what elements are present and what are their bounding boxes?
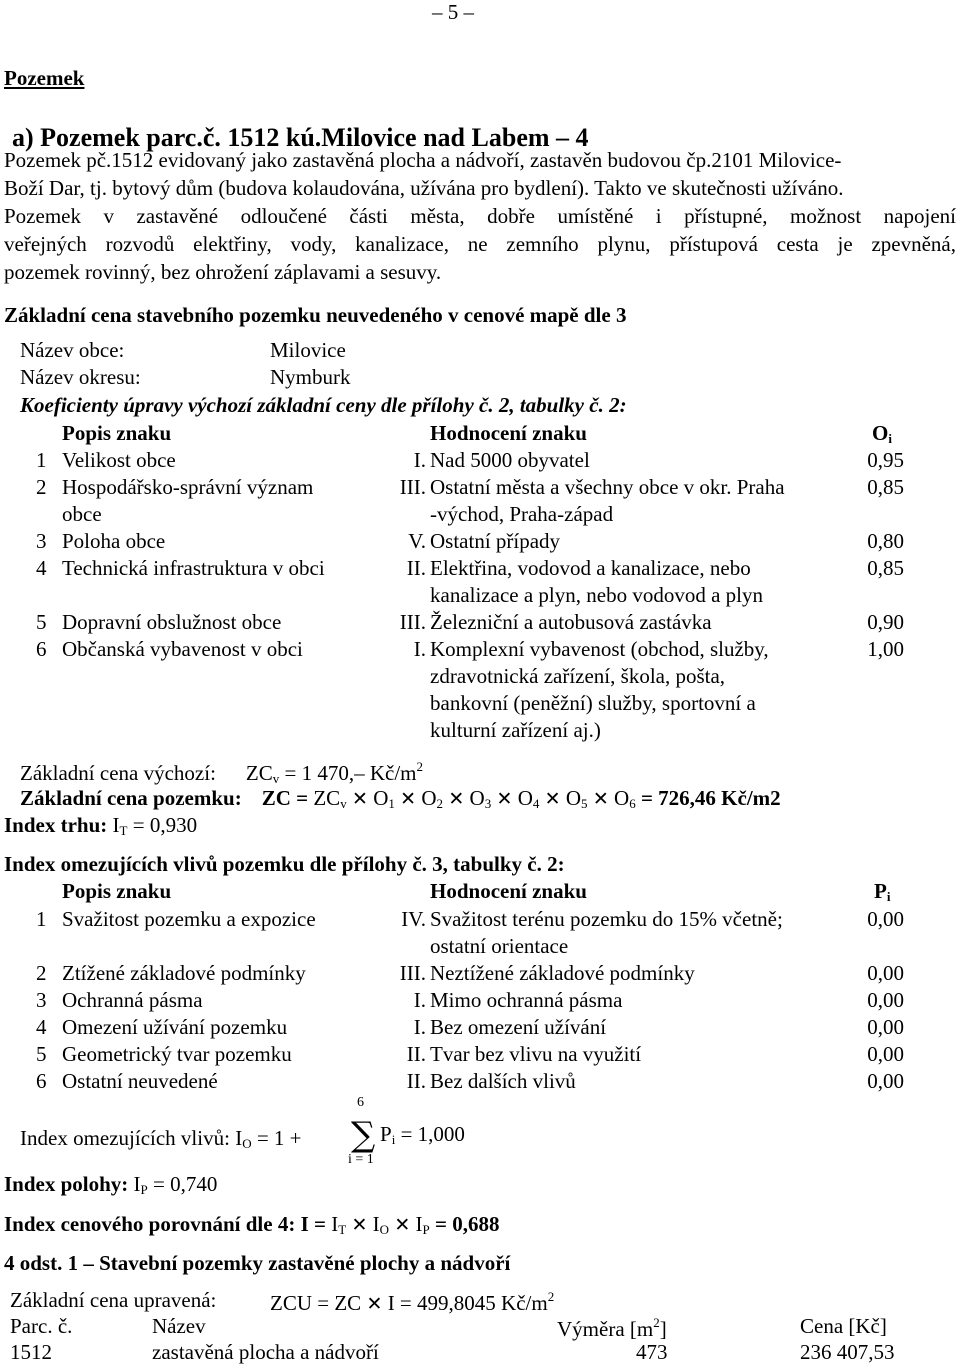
parcel-header-parc: Parc. č. <box>10 1314 73 1338</box>
limit-row-roman: I. <box>413 988 426 1012</box>
coef-row-roman: I. <box>413 448 426 472</box>
factor-subscript: 2 <box>436 796 444 811</box>
times-icon: ✕ <box>448 789 465 810</box>
times-icon: ✕ <box>394 1215 411 1236</box>
factor-subscript: 4 <box>532 796 540 811</box>
times-icon: ✕ <box>592 789 609 810</box>
parcel-header-name: Název <box>152 1314 206 1338</box>
times-icon: ✕ <box>496 789 513 810</box>
limit-row-sign: Omezení užívání pozemku <box>62 1015 288 1039</box>
factor-symbol: O <box>421 786 437 810</box>
times-icon: ✕ <box>351 1215 368 1236</box>
district-label: Název okresu: <box>20 365 141 389</box>
description-line: Pozemek v zastavěné odloučené části města, dobře umístěné i přístupné, možnost napojení <box>4 204 956 228</box>
coef-row-rating: Komplexní vybavenost (obchod, služby, <box>430 637 769 661</box>
zcu-formula: ZCU = ZC ✕ I = 499,8045 $Kč/m^2$ <box>270 1289 555 1315</box>
coef-row-rating: Železniční a autobusová zastávka <box>430 610 712 634</box>
sec4-heading: 4 odst. 1 – Stavební pozemky zastavěné plochy a nádvoří <box>4 1251 511 1275</box>
limit-row-sign: Svažitost pozemku a expozice <box>62 907 316 931</box>
description-line: Pozemek pč.1512 evidovaný jako zastavěná plocha a nádvoří, zastavěn budovou čp.2101 Milovice- <box>4 148 842 172</box>
coef-header-rating: Hodnocení znaku <box>430 421 587 445</box>
io-line: Index omezujících vlivů: $I_O = 1$ + <box>20 1126 302 1151</box>
limit-row-roman: I. <box>413 1015 426 1039</box>
sum-bottom: i = 1 <box>348 1152 374 1167</box>
coef-row-rating: bankovní (peněžní) služby, sportovní a <box>430 691 756 715</box>
limit-row-rating: Svažitost terénu pozemku do 15% včetně; <box>430 907 783 931</box>
io-term: $P_i = 1,000$ <box>380 1122 465 1147</box>
limit-row-value: 0,00 <box>867 1015 904 1039</box>
limit-row-rating: Mimo ochranná pásma <box>430 988 623 1012</box>
coef-row-rating: kanalizace a plyn, nebo vodovod a plyn <box>430 583 763 607</box>
coef-row-value: 0,85 <box>867 556 904 580</box>
factor-subscript: 5 <box>581 796 588 811</box>
section-title: Pozemek <box>4 66 85 90</box>
limit-row-num: 2 <box>36 961 47 985</box>
description-line: pozemek rovinný, bez ohrožení záplavami a sesuvy. <box>4 260 442 284</box>
base-price-heading: Základní cena stavebního pozemku neuvedeného v cenové mapě dle 3 <box>4 303 627 327</box>
parcel-header-area: Výměra $[m^2]$ <box>557 1315 667 1341</box>
coef-row-roman: V. <box>408 529 426 553</box>
parcel-cell-price: 236 407,53 <box>800 1340 895 1364</box>
limit-row-num: 1 <box>36 907 47 931</box>
coef-row-num: 1 <box>36 448 47 472</box>
times-icon: ✕ <box>400 789 417 810</box>
parcel-cell-name: zastavěná plocha a nádvoří <box>152 1340 379 1364</box>
parcel-cell-area: 473 <box>636 1340 668 1364</box>
market-index-line: Index trhu: $I_T = 0,930$ <box>4 813 198 838</box>
coef-row-sign: Občanská vybavenost v obci <box>62 637 303 661</box>
limit-row-value: 0,00 <box>867 1042 904 1066</box>
factor-symbol: O <box>373 786 389 810</box>
limit-row-roman: III. <box>399 961 426 985</box>
limit-row-rating: Bez omezení užívání <box>430 1015 607 1039</box>
coef-heading: Koeficienty úpravy výchozí základní ceny dle přílohy č. 2, tabulky č. 2: <box>20 393 627 417</box>
factor-subscript: 1 <box>388 796 395 811</box>
limit-heading: Index omezujících vlivů pozemku dle přílohy č. 3, tabulky č. 2: <box>4 852 565 876</box>
limit-row-num: 6 <box>36 1069 47 1093</box>
coef-row-roman: II. <box>406 556 426 580</box>
limit-row-rating: Bez dalších vlivů <box>430 1069 576 1093</box>
coef-row-rating: Elektřina, vodovod a kanalizace, nebo <box>430 556 751 580</box>
limit-row-sign: Ochranná pásma <box>62 988 203 1012</box>
limit-row-sign: Ztížené základové podmínky <box>62 961 306 985</box>
coef-row-value: 0,85 <box>867 475 904 499</box>
limit-row-rating: ostatní orientace <box>430 934 569 958</box>
factor-symbol: O <box>469 786 485 810</box>
coef-row-rating: Nad 5000 obyvatel <box>430 448 590 472</box>
coef-row-value: 0,80 <box>867 529 904 553</box>
coef-row-rating: kulturní zařízení aj.) <box>430 718 601 742</box>
limit-row-roman: II. <box>406 1042 426 1066</box>
coef-row-rating: zdravotnická zařízení, škola, pošta, <box>430 664 726 688</box>
sum-top: 6 <box>357 1095 364 1110</box>
coef-row-rating: -východ, Praha-západ <box>430 502 614 526</box>
coef-row-value: 0,90 <box>867 610 904 634</box>
limit-row-sign: Ostatní neuvedené <box>62 1069 218 1093</box>
limit-row-roman: II. <box>406 1069 426 1093</box>
coef-row-num: 4 <box>36 556 47 580</box>
municipality-value: Milovice <box>270 338 346 362</box>
zcv-line: Základní cena výchozí: $ZC_v = 1$ 470,– $Kč/m^2$ <box>20 759 424 786</box>
limit-row-num: 5 <box>36 1042 47 1066</box>
district-value: Nymburk <box>270 365 351 389</box>
zc-line: Základní cena pozemku: ZC = $ZC_v$ ✕ $O_1$ ✕ $O_2$ ✕ $O_3$ ✕ $O_4$ ✕ $O_5$ ✕ $O_6 = 726,46$ Kč/m2 <box>20 786 781 811</box>
factor-subscript: 6 <box>629 796 636 811</box>
limit-row-value: 0,00 <box>867 907 904 931</box>
page-number: – 5 – <box>432 0 474 24</box>
coef-header-sign: Popis znaku <box>62 421 172 445</box>
limit-header-rating: Hodnocení znaku <box>430 879 587 903</box>
limit-header-sign: Popis znaku <box>62 879 172 903</box>
coef-row-sign: Poloha obce <box>62 529 166 553</box>
limit-row-sign: Geometrický tvar pozemku <box>62 1042 292 1066</box>
times-icon: ✕ <box>544 789 561 810</box>
limit-row-num: 3 <box>36 988 47 1012</box>
sum-sign-icon: ∑ <box>351 1115 376 1155</box>
subsection-title: a) Pozemek parc.č. 1512 kú.Milovice nad Labem – 4 <box>12 123 589 152</box>
coef-row-value: 1,00 <box>867 637 904 661</box>
limit-header-value: $P_i$ <box>874 879 891 904</box>
coef-row-rating: Ostatní případy <box>430 529 561 553</box>
coef-row-num: 5 <box>36 610 47 634</box>
description-line: veřejných rozvodů elektřiny, vody, kanalizace, ne zemního plynu, přístupová cesta je zpevněná, <box>4 232 956 256</box>
limit-row-value: 0,00 <box>867 961 904 985</box>
limit-row-value: 0,00 <box>867 988 904 1012</box>
factor-subscript: 3 <box>484 796 492 811</box>
coef-row-num: 6 <box>36 637 47 661</box>
coef-row-sign: Velikost obce <box>62 448 176 472</box>
limit-row-rating: Neztížené základové podmínky <box>430 961 695 985</box>
zcu-label: Základní cena upravená: <box>10 1288 217 1312</box>
parcel-cell-parc: 1512 <box>10 1340 52 1364</box>
icp-line: Index cenového porovnání dle 4: $I = I_T$ ✕ $I_O$ ✕ $I_P = 0,688$ <box>4 1212 500 1237</box>
coef-row-roman: I. <box>413 637 426 661</box>
coef-row-sign: Technická infrastruktura v obci <box>62 556 325 580</box>
limit-row-value: 0,00 <box>867 1069 904 1093</box>
municipality-label: Název obce: <box>20 338 125 362</box>
coef-row-num: 3 <box>36 529 47 553</box>
parcel-header-price: Cena [Kč] <box>800 1314 887 1338</box>
times-icon: ✕ <box>351 789 368 810</box>
coef-row-num: 2 <box>36 475 47 499</box>
coef-header-value: $O_i$ <box>872 421 892 446</box>
coef-row-roman: III. <box>399 475 426 499</box>
description-line: Boží Dar, tj. bytový dům (budova kolaudována, užívána pro bydlení). Takto ve skutečnosti užíváno. <box>4 176 844 200</box>
times-icon: ✕ <box>366 1294 383 1315</box>
coef-row-sign: obce <box>62 502 102 526</box>
coef-row-rating: Ostatní města a všechny obce v okr. Praha <box>430 475 785 499</box>
factor-symbol: O <box>517 786 533 810</box>
coef-row-value: 0,95 <box>867 448 904 472</box>
factor-symbol: O <box>565 786 582 810</box>
limit-row-num: 4 <box>36 1015 47 1039</box>
coef-row-roman: III. <box>399 610 426 634</box>
coef-row-sign: Hospodářsko-správní význam <box>62 475 314 499</box>
coef-row-sign: Dopravní obslužnost obce <box>62 610 282 634</box>
limit-row-roman: IV. <box>401 907 426 931</box>
limit-row-rating: Tvar bez vlivu na využití <box>430 1042 642 1066</box>
ip-line: Index polohy: $I_P = 0,740$ <box>4 1172 218 1197</box>
factor-symbol: O <box>614 786 630 810</box>
